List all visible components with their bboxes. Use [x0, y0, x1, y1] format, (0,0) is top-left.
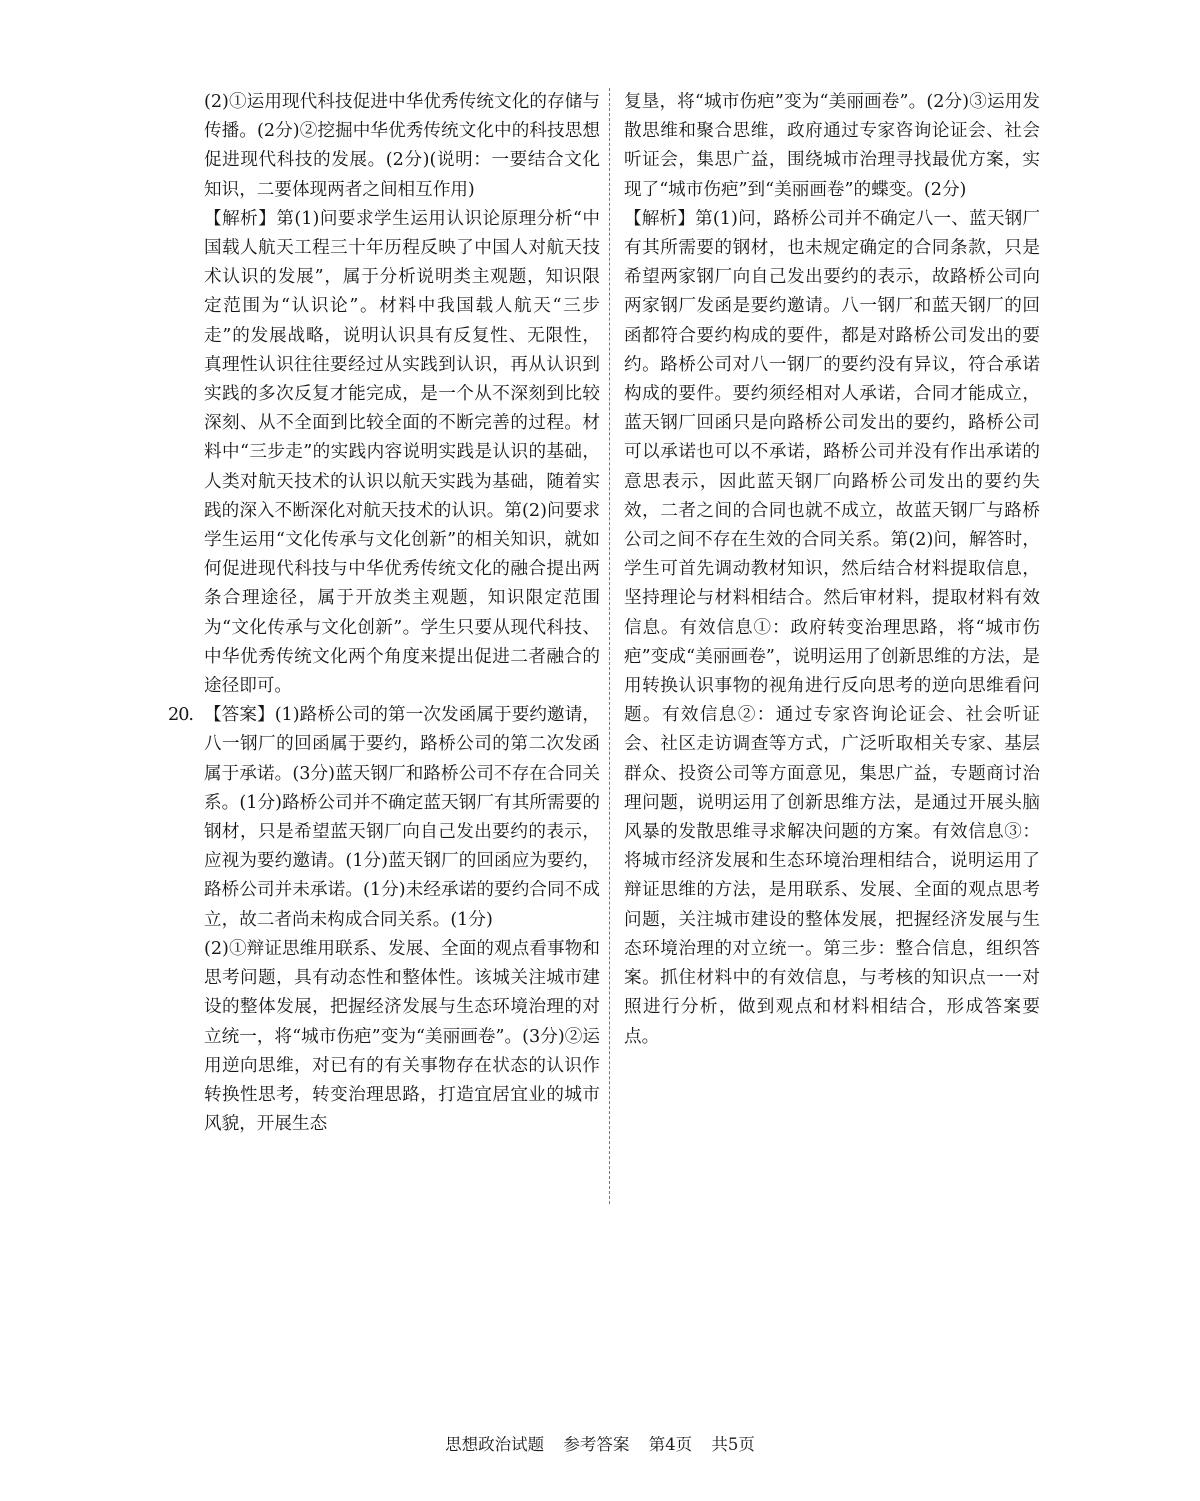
analysis-tag: 【解析】	[624, 208, 696, 229]
answer-20-part1	[204, 701, 600, 935]
analysis-20-text: 第(1)问，路桥公司并不确定八一、蓝天钢厂有其所需要的钢材，也未规定确定的合同条款，只是希望两家钢厂向自己发出要约的表示，故路桥公司向两家钢厂发函是要约邀请。八一钢厂和蓝天钢厂的回函都符合要约构成的要件，都是对路桥公司发出的要约。路桥公司对八一钢厂的要约没有异议，符合承诺构成的要件。要约须经相对人承诺，合同才能成立，蓝天钢厂回函只是向路桥公司发出的要约，路桥公司可以承诺也可以不承诺，路桥公司并没有作出承诺的意思表示，因此蓝天钢厂向路桥公司发出的要约失效，二者之间的合同也就不成立，故蓝天钢厂与路桥公司之间不存在生效的合同关系。第(2)问，解答时，学生可首先调动教材知识，然后结合材料提取信息，坚持理论与材料相结合。然后审材料，提取材料有效信息。有效信息①：政府转变治理思路，将“城市伤疤”变成“美丽画卷”，说明运用了创新思维的方法，是用转换认识事物的视角进行反向思考的逆向思维看问题。有效信息②：通过专家咨询论证会、社会听证会、社区走访调查等方式，广泛听取相关专家、基层群众、投资公司等方面意见，集思广益，专题商讨治理问题，说明运用了创新思维方法，是通过开展头脑风暴的发散思维寻求解决问题的方案。有效信息③：将城市经济发展和生态环境治理相结合，说明运用了辩证思维的方法，是用联系、发展、全面的观点思考问题，关注城市建设的整体发展，把握经济发展与生态环境治理的对立统一。第三步：整合信息，组织答案。抓住材料中的有效信息，与考核的知识点一一对照进行分析，做到观点和材料相结合，形成答案要点。	[624, 208, 1040, 1047]
footer-subject: 思想政治试题	[445, 1435, 545, 1454]
analysis-tag: 【解析】	[204, 208, 277, 229]
left-column	[168, 88, 600, 1139]
analysis-20	[624, 205, 1040, 1052]
footer-total-pages: 共5页	[711, 1435, 755, 1454]
footer-doc-type: 参考答案	[563, 1435, 630, 1454]
column-divider	[609, 88, 610, 1204]
answer-20-part1-text: (1)路桥公司的第一次发函属于要约邀请，八一钢厂的回函属于要约，路桥公司的第二次发函属于承诺。(3分)蓝天钢厂和路桥公司不存在合同关系。(1分)路桥公司并不确定蓝天钢厂有其所需要的钢材，只是希望蓝天钢厂向自己发出要约的表示，应视为要约邀请。(1分)蓝天钢厂的回函应为要约，路桥公司并未承诺。(1分)未经承诺的要约合同不成立，故二者尚未构成合同关系。(1分)	[204, 705, 600, 930]
analysis-19-text: 第(1)问要求学生运用认识论原理分析“中国载人航天工程三十年历程反映了中国人对航天技术认识的发展”，属于分析说明类主观题，知识限定范围为“认识论”。材料中我国载人航天“三步走”的发展战略，说明认识具有反复性、无限性，真理性认识往往要经过从实践到认识，再从认识到实践的多次反复才能完成，是一个从不深刻到比较深刻、从不全面到比较全面的不断完善的过程。材料中“三步走”的实践内容说明实践是认识的基础，人类对航天技术的认识以航天实践为基础，随着实践的深入不断深化对航天技术的认识。第(2)问要求学生运用“文化传承与文化创新”的相关知识，就如何促进现代科技与中华优秀传统文化的融合提出两条合理途径，属于开放类主观题，知识限定范围为“文化传承与文化创新”。学生只要从现代科技、中华优秀传统文化两个角度来提出促进二者融合的途径即可。	[204, 208, 600, 697]
answer-20-continuation: 复垦，将“城市伤疤”变为“美丽画卷”。(2分)③运用发散思维和聚合思维，政府通过专家咨询论证会、社会听证会，集思广益，围绕城市治理寻找最优方案，实现了“城市伤疤”到“美丽画卷”的蝶变。(2分)	[624, 92, 1040, 200]
answer-19-part2: (2)①运用现代科技促进中华优秀传统文化的存储与传播。(2分)②挖掘中华优秀传统文化中的科技思想促进现代科技的发展。(2分)(说明：一要结合文化知识，二要体现两者之间相互作用)	[204, 92, 600, 200]
answer-20-part2: (2)①辩证思维用联系、发展、全面的观点看事物和思考问题，具有动态性和整体性。该城关注城市建设的整体发展，把握经济发展与生态环境治理的对立统一，将“城市伤疤”变为“美丽画卷”。(3分)②运用逆向思维，对已有的有关事物存在状态的认识作转换性思考，转变治理思路，打造宜居宜业的城市风貌，开展生态	[204, 938, 600, 1135]
answer-tag: 【答案】	[204, 705, 275, 726]
question-20-answer	[168, 701, 600, 1139]
footer-page-number: 第4页	[648, 1435, 693, 1454]
page-footer	[0, 1431, 1200, 1455]
right-column	[624, 88, 1040, 1052]
question-number: 20.	[168, 705, 193, 726]
analysis-19	[204, 205, 600, 701]
